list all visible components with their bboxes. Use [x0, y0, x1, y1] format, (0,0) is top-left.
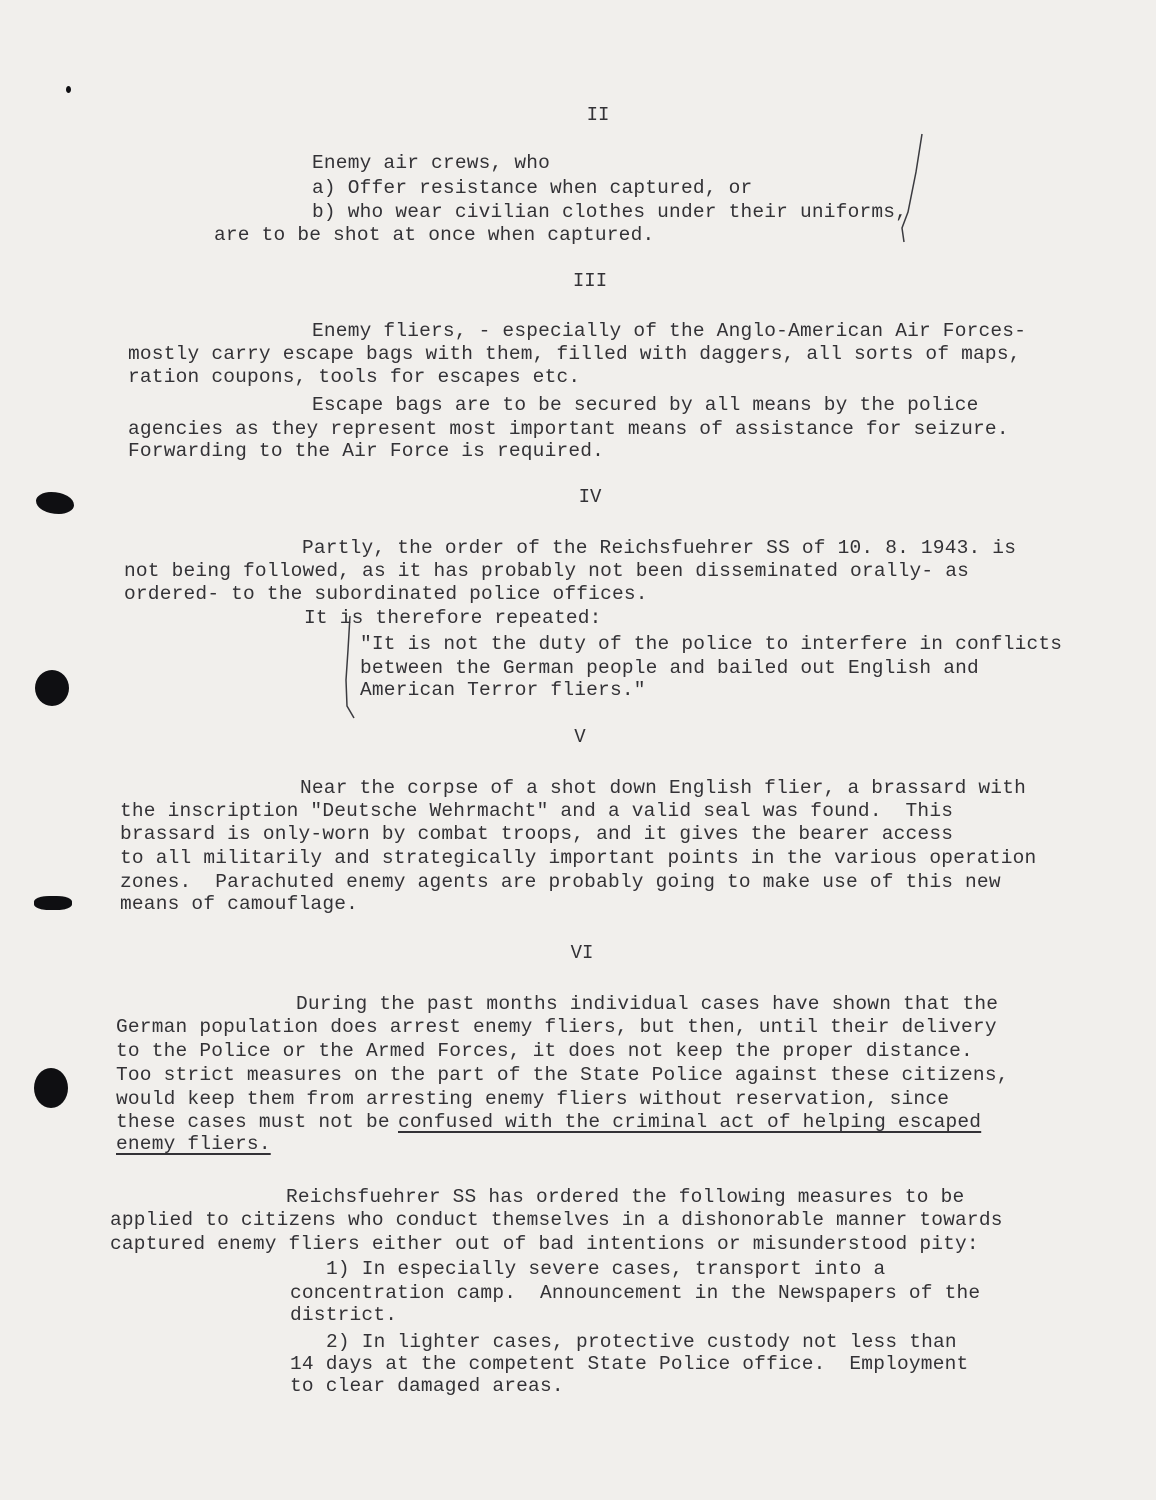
section-heading: IV [578, 486, 602, 508]
body-line: to the Police or the Armed Forces, it does not keep the proper distance. [116, 1040, 973, 1062]
punch-hole-icon [35, 670, 69, 706]
pencil-stroke-icon [894, 128, 934, 248]
punch-hole-icon [34, 896, 72, 910]
list-item-continuation: 14 days at the competent State Police office. Employment [290, 1353, 969, 1375]
body-line: Near the corpse of a shot down English flier, a brassard with [300, 777, 1027, 799]
body-line: are to be shot at once when captured. [214, 224, 655, 246]
body-line: ordered- to the subordinated police offices. [124, 583, 648, 605]
list-item: 2) In lighter cases, protective custody not less than [326, 1331, 957, 1353]
body-line: Too strict measures on the part of the State Police against these citizens, [116, 1064, 1009, 1086]
body-line: agencies as they represent most important means of assistance for seizure. [128, 418, 1009, 440]
punch-hole-icon [34, 1068, 68, 1108]
body-line: Reichsfuehrer SS has ordered the following measures to be [286, 1186, 965, 1208]
body-line: captured enemy fliers either out of bad intentions or misunderstood pity: [110, 1233, 979, 1255]
list-item-continuation: district. [290, 1304, 398, 1326]
body-line: mostly carry escape bags with them, filled with daggers, all sorts of maps, [128, 343, 1021, 365]
quote-line: American Terror fliers." [360, 679, 646, 701]
list-item-continuation: to clear damaged areas. [290, 1375, 564, 1397]
underlined-phrase: enemy fliers. [116, 1133, 271, 1155]
body-line: ration coupons, tools for escapes etc. [128, 366, 581, 388]
body-line: not being followed, as it has probably not been disseminated orally- as [124, 560, 970, 582]
section-heading: II [586, 104, 610, 126]
body-line: During the past months individual cases have shown that the [296, 993, 999, 1015]
quote-line: "It is not the duty of the police to interfere in conflicts [360, 633, 1063, 655]
body-line: Forwarding to the Air Force is required. [128, 440, 605, 462]
underlined-phrase: confused with the criminal act of helping escaped [398, 1111, 982, 1133]
body-line: Enemy fliers, - especially of the Anglo-American Air Forces- [312, 320, 1027, 342]
section-heading: III [572, 270, 608, 292]
body-line: applied to citizens who conduct themselves in a dishonorable manner towards [110, 1209, 1003, 1231]
body-line: b) who wear civilian clothes under their uniforms, [312, 201, 908, 223]
body-line: zones. Parachuted enemy agents are probably going to make use of this new [120, 871, 1001, 893]
body-line: Enemy air crews, who [312, 152, 551, 174]
body-line: means of camouflage. [120, 893, 359, 915]
body-line: these cases must not be [116, 1111, 390, 1133]
body-line: brassard is only-worn by combat troops, and it gives the bearer access [120, 823, 954, 845]
speck-mark [66, 86, 71, 93]
body-line: German population does arrest enemy fliers, but then, until their delivery [116, 1016, 997, 1038]
body-line: Partly, the order of the Reichsfuehrer SS of 10. 8. 1943. is [302, 537, 1017, 559]
section-heading: VI [570, 942, 594, 964]
punch-hole-icon [36, 492, 74, 514]
body-line: Escape bags are to be secured by all means by the police [312, 394, 979, 416]
body-line: to all militarily and strategically important points in the various operation [120, 847, 1037, 869]
body-line: would keep them from arresting enemy fliers without reservation, since [116, 1088, 950, 1110]
list-item-continuation: concentration camp. Announcement in the Newspapers of the [290, 1282, 981, 1304]
quote-line: between the German people and bailed out English and [360, 657, 979, 679]
body-line: It is therefore repeated: [304, 607, 602, 629]
body-line: a) Offer resistance when captured, or [312, 177, 753, 199]
list-item: 1) In especially severe cases, transport into a [326, 1258, 886, 1280]
body-line: the inscription "Deutsche Wehrmacht" and a valid seal was found. This [120, 800, 954, 822]
section-heading: V [574, 726, 586, 748]
